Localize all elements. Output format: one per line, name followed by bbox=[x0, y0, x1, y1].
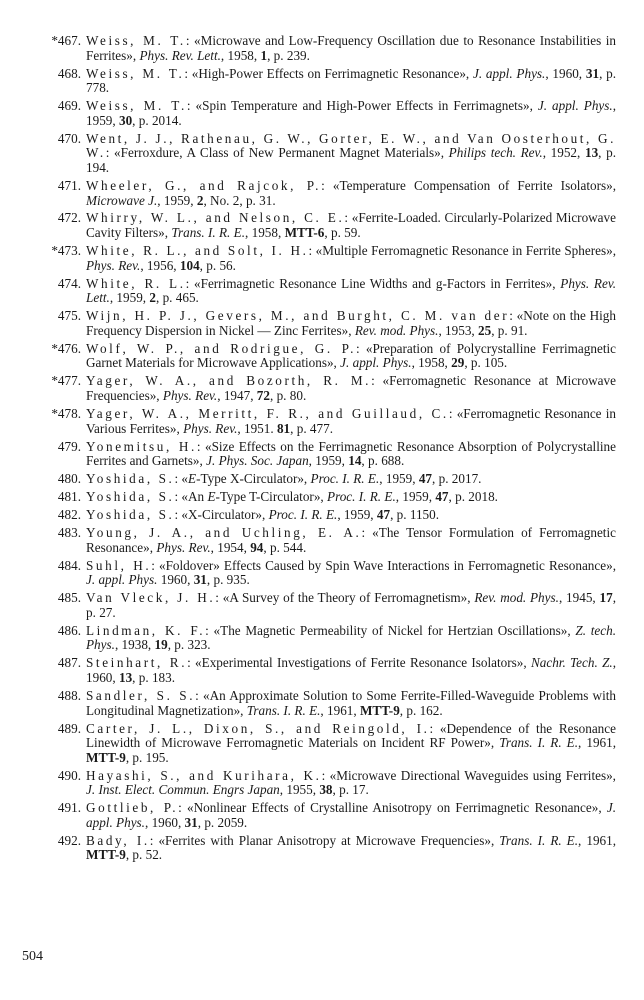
reference-journal: J. appl. Phys. bbox=[472, 65, 546, 81]
reference-volume: 38 bbox=[319, 782, 333, 798]
reference-segment: : «Nonlinear Effects of Crystalline Anisotropy on Ferrimagnetic Resonance», bbox=[178, 800, 607, 816]
reference-segment: : «An bbox=[174, 489, 208, 505]
reference-entry bbox=[10, 472, 616, 487]
reference-text bbox=[86, 559, 616, 588]
reference-journal: Proc. I. R. E. bbox=[327, 489, 396, 505]
reference-segment: , p. 465. bbox=[155, 290, 199, 306]
reference-number: 479. bbox=[57, 438, 81, 454]
reference-volume: 17 bbox=[599, 590, 613, 606]
reference-number: 491. bbox=[57, 800, 81, 816]
reference-text bbox=[86, 834, 616, 863]
reference-segment: : «Temperature Compensation of Ferrite Isolators», bbox=[321, 177, 616, 193]
reference-text bbox=[86, 342, 616, 371]
reference-entry bbox=[10, 526, 616, 555]
reference-entry bbox=[10, 440, 616, 469]
reference-segment: : «Microwave and Low-Frequency Oscillation due to Resonance Instabilities in Ferrites», bbox=[86, 33, 616, 63]
reference-volume: MTT-9 bbox=[359, 702, 400, 718]
reference-segment: , p. 17. bbox=[332, 782, 369, 798]
reference-authors: Whirry, W. L., and Nelson, C. E. bbox=[86, 210, 345, 226]
reference-text bbox=[86, 769, 616, 798]
reference-segment: , 1956, bbox=[140, 257, 180, 273]
reference-segment: , p. 688. bbox=[361, 453, 405, 469]
reference-segment: , p. 80. bbox=[269, 387, 307, 403]
reference-segment: , p. 1150. bbox=[390, 507, 440, 523]
reference-segment: , 1959, bbox=[86, 98, 617, 128]
reference-segment: , p. 52. bbox=[125, 847, 163, 863]
reference-segment: 1960, bbox=[157, 572, 194, 588]
reference-segment: , p. 2018. bbox=[448, 489, 498, 505]
reference-volume: 29 bbox=[451, 355, 465, 371]
reference-authors: Steinhart, R. bbox=[86, 655, 188, 671]
reference-journal: Phys. Rev. bbox=[156, 539, 211, 555]
reference-segment: , 1959, bbox=[308, 453, 349, 469]
reference-text bbox=[86, 526, 616, 555]
reference-segment: , p. 935. bbox=[206, 572, 250, 588]
reference-segment: : «Ferromagnetic Resonance in Various Ferrites», bbox=[86, 405, 616, 436]
reference-entry bbox=[10, 132, 616, 176]
reference-volume: 30 bbox=[118, 112, 133, 128]
reference-entry bbox=[10, 508, 616, 523]
reference-segment: , p. 323. bbox=[167, 637, 211, 653]
reference-entry bbox=[10, 211, 616, 240]
reference-number: 485. bbox=[57, 590, 81, 606]
reference-volume: 25 bbox=[478, 322, 492, 338]
reference-journal: Phys. Rev. bbox=[162, 387, 218, 403]
reference-number: 490. bbox=[57, 767, 81, 783]
reference-journal: Trans. I. R. E. bbox=[499, 832, 579, 848]
reference-journal: J. appl. Phys. bbox=[537, 98, 613, 114]
reference-text bbox=[86, 309, 616, 338]
reference-volume: 13 bbox=[584, 145, 599, 161]
reference-number: 492. bbox=[57, 832, 81, 848]
reference-journal: Trans. I. R. E. bbox=[246, 702, 321, 718]
reference-segment: , 1960, bbox=[545, 65, 586, 81]
reference-journal: Z. tech. Phys. bbox=[86, 622, 617, 653]
reference-authors: Wolf, W. P., and Rodrigue, G. P. bbox=[86, 340, 357, 356]
reference-authors: Yoshida, S. bbox=[86, 489, 175, 505]
reference-journal: J. appl. Phys. bbox=[340, 355, 412, 371]
reference-authors: White, R. L. bbox=[86, 275, 186, 291]
reference-text bbox=[86, 244, 616, 273]
reference-segment: : «Multiple Ferromagnetic Resonance in Ferrite Spheres», bbox=[308, 243, 616, 259]
reference-journal: Proc. I. R. E. bbox=[268, 507, 338, 523]
reference-segment: , 1952, bbox=[542, 145, 585, 161]
reference-segment: : «Size Effects on the Ferrimagnetic Resonance Absorption of Polycrystalline Ferrites and Garnets», bbox=[86, 438, 616, 469]
reference-authors: Weiss, M. T. bbox=[86, 65, 185, 81]
reference-volume: 47 bbox=[435, 489, 449, 505]
reference-number: 469. bbox=[57, 98, 81, 114]
reference-journal: Phys. Rev. Lett. bbox=[139, 47, 221, 63]
reference-number: 468. bbox=[57, 65, 81, 81]
reference-number: 484. bbox=[57, 557, 81, 573]
reference-number: 482. bbox=[57, 507, 81, 523]
reference-authors: Wheeler, G., and Rajcok, P. bbox=[86, 177, 322, 193]
reference-journal: Rev. mod. Phys. bbox=[354, 322, 439, 338]
reference-entry bbox=[10, 490, 616, 505]
reference-text bbox=[86, 656, 616, 685]
reference-entry bbox=[10, 624, 616, 653]
reference-number: 480. bbox=[57, 471, 81, 487]
reference-volume: 31 bbox=[184, 814, 198, 830]
reference-entry bbox=[10, 244, 616, 273]
reference-text bbox=[86, 722, 616, 766]
reference-segment: , 1959, bbox=[379, 471, 419, 487]
reference-segment: , p. 2059. bbox=[197, 814, 248, 830]
reference-segment: : «Dependence of the Resonance Linewidth of Microwave Ferromagnetic Materials on Incident RF Power», bbox=[86, 720, 616, 751]
reference-entry bbox=[10, 689, 616, 718]
reference-segment: , p. 195. bbox=[125, 749, 169, 765]
reference-text bbox=[86, 801, 616, 830]
reference-number: 487. bbox=[57, 655, 81, 671]
reference-segment: : «High-Power Effects on Ferrimagnetic Resonance», bbox=[184, 65, 473, 81]
reference-segment: , 1938, bbox=[114, 637, 155, 653]
reference-segment: , 1960, bbox=[86, 655, 616, 685]
reference-journal: Phys. Rev. bbox=[183, 420, 238, 436]
reference-authors: Young, J. A., and Uchling, E. A. bbox=[86, 525, 362, 541]
reference-text bbox=[86, 132, 616, 176]
reference-volume: 2 bbox=[196, 192, 204, 208]
reference-journal: J. appl. Phys. bbox=[86, 572, 158, 588]
reference-number: *477. bbox=[51, 373, 81, 389]
reference-journal: Proc. I. R. E. bbox=[310, 471, 380, 487]
reference-number: *473. bbox=[51, 243, 81, 259]
reference-authors: Carter, J. L., Dixon, S., and Reingold, I. bbox=[86, 720, 430, 736]
reference-list bbox=[10, 34, 616, 866]
reference-entry bbox=[10, 801, 616, 830]
reference-number: *476. bbox=[51, 340, 81, 356]
reference-segment: , p. 162. bbox=[399, 702, 443, 718]
reference-segment: , p. 477. bbox=[290, 420, 333, 436]
reference-authors: Yager, W. A., Merritt, F. R., and Guillaud, C. bbox=[86, 405, 449, 421]
reference-number: 474. bbox=[57, 275, 81, 291]
reference-segment: : «Preparation of Polycrystalline Ferrimagnetic Garnet Materials for Microwave Applications», bbox=[86, 340, 616, 371]
reference-text bbox=[86, 99, 616, 128]
reference-entry bbox=[10, 559, 616, 588]
reference-authors: Weiss, M. T. bbox=[86, 98, 187, 114]
reference-text bbox=[86, 67, 616, 96]
reference-text bbox=[86, 490, 616, 505]
reference-number: 481. bbox=[57, 489, 81, 505]
reference-volume: 2 bbox=[149, 290, 156, 306]
reference-entry bbox=[10, 834, 616, 863]
reference-segment: , 1961, bbox=[320, 702, 360, 718]
reference-volume: 14 bbox=[348, 453, 362, 469]
reference-segment: , 1958, bbox=[245, 225, 285, 241]
reference-entry bbox=[10, 407, 616, 436]
reference-volume: 31 bbox=[585, 65, 600, 81]
reference-volume: MTT-9 bbox=[86, 749, 126, 765]
reference-number: *467. bbox=[51, 33, 81, 48]
reference-segment: : «The Magnetic Permeability of Nickel for Hertzian Oscillations», bbox=[205, 622, 576, 638]
reference-volume: 104 bbox=[179, 257, 200, 273]
reference-segment: , 1961, bbox=[578, 735, 617, 751]
reference-segment: , 1959, bbox=[157, 192, 197, 208]
reference-entry bbox=[10, 769, 616, 798]
reference-segment: , 1958, bbox=[411, 355, 452, 371]
reference-journal: Phys. Rev. bbox=[86, 257, 141, 273]
reference-volume: 1 bbox=[260, 47, 268, 63]
reference-journal: E bbox=[207, 489, 216, 505]
reference-segment: , p. 91. bbox=[491, 322, 528, 338]
reference-segment: : «Ferrimagnetic Resonance Line Widths and g-Factors in Ferrites», bbox=[185, 275, 561, 291]
reference-journal: Philips tech. Rev. bbox=[448, 145, 543, 161]
reference-volume: 13 bbox=[118, 669, 133, 685]
reference-authors: Went, J. J., Rathenau, G. W., Gorter, E. W., and Van Oosterhout, G. W. bbox=[86, 130, 616, 161]
reference-segment: , 1947, bbox=[217, 387, 257, 403]
reference-volume: 19 bbox=[154, 637, 168, 653]
reference-journal: Microwave J. bbox=[86, 192, 158, 208]
reference-journal: Nachr. Tech. Z. bbox=[530, 655, 613, 671]
reference-segment: , 1955, bbox=[279, 782, 320, 798]
reference-journal: Trans. I. R. E. bbox=[499, 735, 579, 751]
reference-segment: : «Ferromagnetic Resonance at Microwave Frequencies», bbox=[86, 373, 616, 403]
reference-entry bbox=[10, 656, 616, 685]
reference-text bbox=[86, 508, 616, 523]
reference-volume: MTT-9 bbox=[86, 847, 126, 863]
reference-segment: -Type T-Circulator», bbox=[215, 489, 328, 505]
reference-authors: Sandler, S. S. bbox=[86, 687, 196, 703]
reference-volume: 31 bbox=[193, 572, 207, 588]
reference-volume: 47 bbox=[418, 471, 433, 487]
reference-segment: , 1958, bbox=[220, 47, 261, 63]
reference-authors: White, R. L., and Solt, I. H. bbox=[86, 243, 309, 259]
page-number: 504 bbox=[22, 949, 43, 964]
reference-authors: Bady, I. bbox=[86, 832, 150, 848]
reference-segment: , No. 2, p. 31. bbox=[203, 192, 276, 208]
reference-volume: 81 bbox=[276, 420, 291, 436]
reference-journal: E bbox=[188, 471, 197, 487]
reference-segment: , p. 59. bbox=[324, 225, 361, 241]
reference-segment: , 1945, bbox=[558, 590, 600, 606]
reference-segment: , p. 194. bbox=[86, 145, 616, 175]
reference-segment: -Type X-Circulator», bbox=[196, 471, 311, 487]
reference-segment: , p. 56. bbox=[199, 257, 236, 273]
reference-authors: Lindman, K. F. bbox=[86, 622, 206, 638]
reference-text bbox=[86, 374, 616, 403]
reference-segment: : «Foldover» Effects Caused by Spin Wave Interactions in Ferromagnetic Resonance», bbox=[151, 557, 616, 573]
reference-entry bbox=[10, 374, 616, 403]
reference-segment: : «Experimental Investigations of Ferrite Resonance Isolators», bbox=[187, 655, 531, 671]
reference-segment: , p. 544. bbox=[263, 539, 307, 555]
reference-number: 483. bbox=[57, 525, 81, 541]
reference-segment: : «The Tensor Formulation of Ferromagnetic Resonance», bbox=[86, 525, 616, 555]
reference-segment: : «Note on the High Frequency Dispersion in Nickel — Zinc Ferrites», bbox=[86, 308, 616, 338]
reference-volume: 94 bbox=[250, 539, 264, 555]
reference-authors: Yoshida, S. bbox=[86, 471, 175, 487]
reference-segment: : «Ferroxdure, A Class of New Permanent Magnet Materials», bbox=[105, 145, 449, 161]
reference-text bbox=[86, 440, 616, 469]
reference-number: 486. bbox=[57, 622, 81, 638]
reference-entry bbox=[10, 309, 616, 338]
reference-number: 470. bbox=[57, 130, 81, 146]
reference-segment: : «A Survey of the Theory of Ferromagnetism», bbox=[215, 590, 475, 606]
reference-segment: , 1959, bbox=[395, 489, 436, 505]
reference-journal: Trans. I. R. E. bbox=[171, 225, 245, 241]
reference-segment: , 1959, bbox=[109, 290, 150, 306]
reference-number: 488. bbox=[57, 687, 81, 703]
reference-segment: , 1954, bbox=[210, 539, 251, 555]
reference-entry bbox=[10, 277, 616, 306]
reference-entry bbox=[10, 34, 616, 63]
reference-entry bbox=[10, 342, 616, 371]
reference-text bbox=[86, 179, 616, 208]
reference-segment: , 1960, bbox=[144, 814, 185, 830]
reference-segment: : « bbox=[174, 471, 189, 487]
reference-segment: : «Ferrite-Loaded. Circularly-Polarized Microwave Cavity Filters», bbox=[86, 210, 616, 241]
reference-entry bbox=[10, 99, 616, 128]
reference-text bbox=[86, 591, 616, 620]
reference-segment: , 1951. bbox=[237, 420, 277, 436]
reference-authors: Yager, W. A., and Bozorth, R. M. bbox=[86, 373, 372, 389]
reference-authors: Suhl, H. bbox=[86, 557, 152, 573]
reference-volume: MTT-6 bbox=[284, 225, 325, 241]
reference-segment: , p. 778. bbox=[86, 65, 617, 96]
reference-number: 475. bbox=[57, 308, 81, 324]
reference-journal: J. appl. Phys. bbox=[86, 800, 616, 830]
reference-segment: , 1953, bbox=[438, 322, 479, 338]
reference-segment: , 1959, bbox=[337, 507, 377, 523]
reference-text bbox=[86, 624, 616, 653]
reference-text bbox=[86, 689, 616, 718]
reference-authors: Van Vleck, J. H. bbox=[86, 590, 216, 606]
reference-text bbox=[86, 472, 616, 487]
reference-segment: , p. 105. bbox=[464, 355, 508, 371]
reference-text bbox=[86, 34, 616, 63]
reference-journal: J. Inst. Elect. Commun. Engrs Japan bbox=[86, 782, 280, 798]
reference-text bbox=[86, 407, 616, 436]
reference-segment: , p. 27. bbox=[86, 590, 616, 620]
reference-segment: : «Spin Temperature and High-Power Effects in Ferrimagnets», bbox=[186, 98, 538, 114]
reference-authors: Hayashi, S., and Kurihara, K. bbox=[86, 767, 322, 783]
reference-segment: : «An Approximate Solution to Some Ferrite-Filled-Waveguide Problems with Longitudinal Magnetization», bbox=[86, 687, 616, 718]
reference-entry bbox=[10, 67, 616, 96]
reference-authors: Wijn, H. P. J., Gevers, M., and Burght, C. M. van der bbox=[86, 308, 510, 324]
reference-authors: Yonemitsu, H. bbox=[86, 438, 197, 454]
reference-segment: , p. 2014. bbox=[132, 112, 182, 128]
reference-number: 471. bbox=[57, 177, 81, 193]
reference-volume: 47 bbox=[376, 507, 391, 523]
reference-journal: J. Phys. Soc. Japan bbox=[206, 453, 309, 469]
reference-authors: Gottlieb, P. bbox=[86, 800, 179, 816]
reference-text bbox=[86, 211, 616, 240]
reference-segment: , p. 239. bbox=[267, 47, 310, 63]
reference-journal: Phys. Rev. Lett. bbox=[86, 275, 617, 306]
reference-number: 472. bbox=[57, 210, 81, 226]
reference-segment: , 1961, bbox=[578, 832, 617, 848]
reference-segment: : «Microwave Directional Waveguides using Ferrites», bbox=[321, 767, 616, 783]
reference-segment: : «Ferrites with Planar Anisotropy at Microwave Frequencies», bbox=[149, 832, 500, 848]
reference-segment: : «X-Circulator», bbox=[174, 507, 269, 523]
reference-entry bbox=[10, 722, 616, 766]
reference-number: *478. bbox=[51, 405, 81, 421]
reference-segment: , p. 2017. bbox=[432, 471, 482, 487]
reference-journal: Rev. mod. Phys. bbox=[474, 590, 559, 606]
reference-volume: 72 bbox=[256, 387, 270, 403]
reference-segment: , p. 183. bbox=[132, 669, 176, 685]
reference-entry bbox=[10, 179, 616, 208]
reference-authors: Weiss, M. T. bbox=[86, 33, 186, 48]
reference-number: 489. bbox=[57, 720, 81, 736]
reference-entry bbox=[10, 591, 616, 620]
reference-authors: Yoshida, S. bbox=[86, 507, 175, 523]
reference-text bbox=[86, 277, 616, 306]
